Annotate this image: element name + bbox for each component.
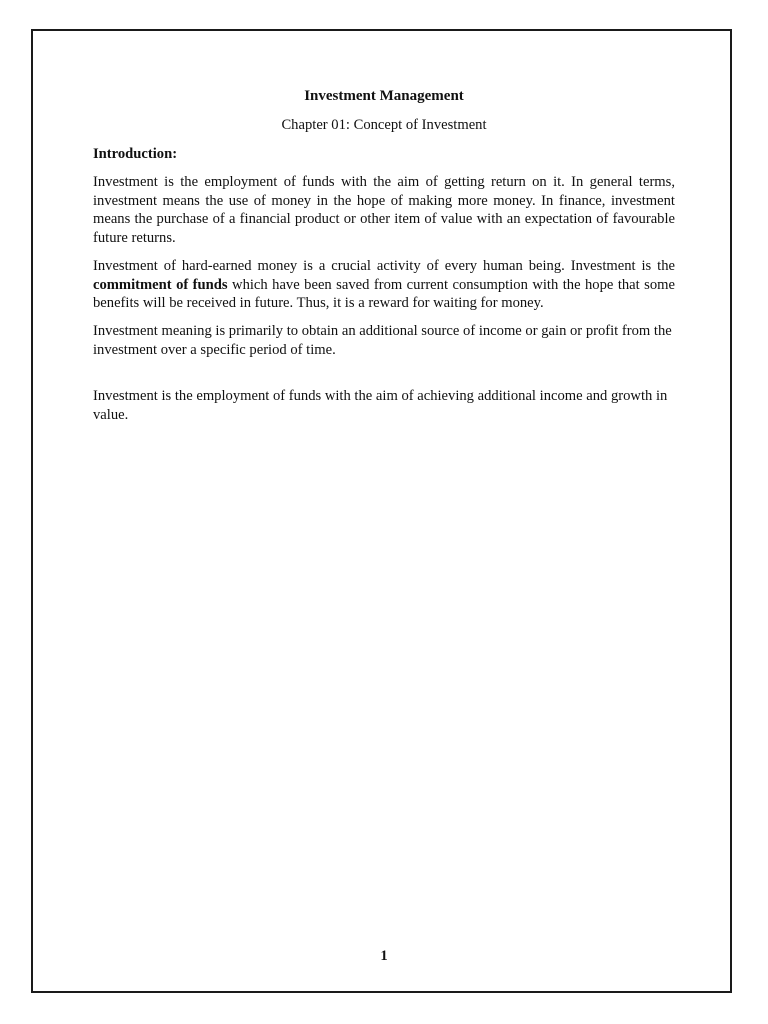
page-number: 1 (380, 948, 388, 964)
chapter-title: Chapter 01: Concept of Investment (281, 117, 487, 133)
section-heading: Introduction: (93, 146, 178, 162)
paragraph-summary: Investment is the employment of funds with the aim of achieving additional income and growth in value. (93, 388, 668, 424)
document-title: Investment Management (304, 88, 464, 104)
paragraph-meaning: Investment meaning is primarily to obtain an additional source of income or gain or profit from the investment over a specific period of time. (93, 322, 672, 358)
page-content (93, 86, 675, 434)
paragraph-text-before: Investment of hard-earned money is a crucial activity of every human being. Investment is the (93, 257, 675, 274)
paragraph-definition: Investment is the employment of funds with the aim of getting return on it. In general terms, investment means the use of money in the hope of making more money. In finance, investment means the purchase of a financial product or other item of value with an expectation of favourable future returns. (93, 174, 675, 247)
bold-term-commitment-of-funds: commitment of funds (93, 276, 228, 293)
paragraph-text-after: which have been saved from current consumption with the hope that some benefits will be received in future. Thus, it is a reward for waiting for money. (93, 276, 675, 312)
paragraph-hard-earned-money (93, 257, 675, 313)
